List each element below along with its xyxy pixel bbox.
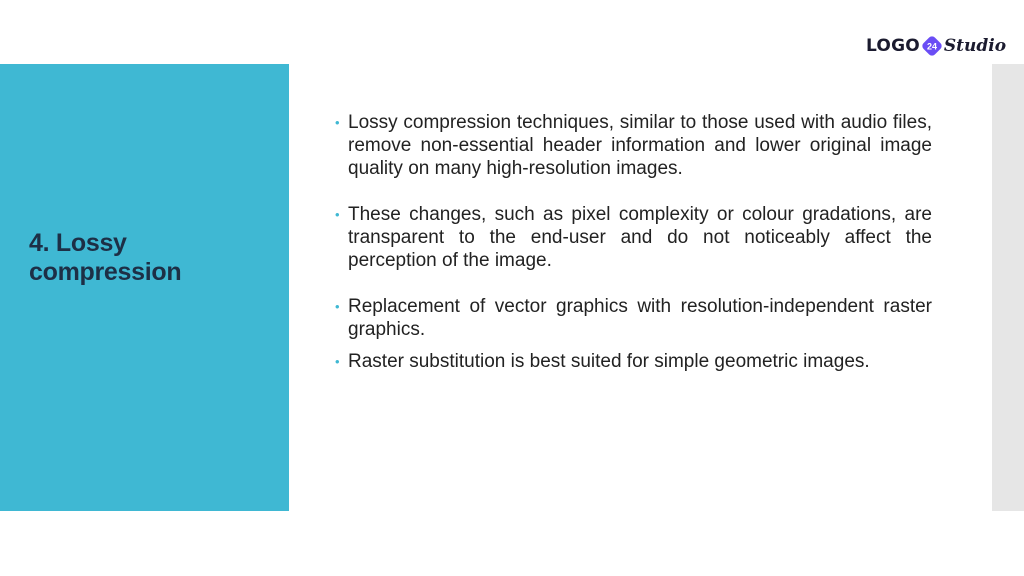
logo-badge-number: 24 [926,41,937,52]
bullet-text: Lossy compression techniques, similar to those used with audio files, remove non-essential header information and lower original image quality on many high-resolution images. [348,112,932,179]
bullet-item [333,350,932,373]
logo-badge-icon [921,35,943,57]
bullet-dot-icon: • [335,299,340,314]
bullet-dot-icon: • [335,207,340,222]
logo-word: LOGO [866,36,920,56]
section-title: 4. Lossy compression [29,229,182,286]
logo-studio: Studio [943,36,1007,56]
bullet-text: Raster substitution is best suited for simple geometric images. [348,351,870,372]
bullet-list [333,111,932,373]
bullet-item [333,203,932,272]
bullet-text: Replacement of vector graphics with resolution-independent raster graphics. [348,296,932,340]
bullet-dot-icon: • [335,354,340,369]
bullet-text: These changes, such as pixel complexity or colour gradations, are transparent to the end-user and do not noticeably affect the perception of the image. [348,204,932,271]
left-accent-panel [0,64,289,511]
bullet-item [333,111,932,180]
right-gray-bar [992,64,1024,511]
brand-logo [866,31,1006,61]
bullet-dot-icon: • [335,115,340,130]
bullet-item [333,295,932,341]
